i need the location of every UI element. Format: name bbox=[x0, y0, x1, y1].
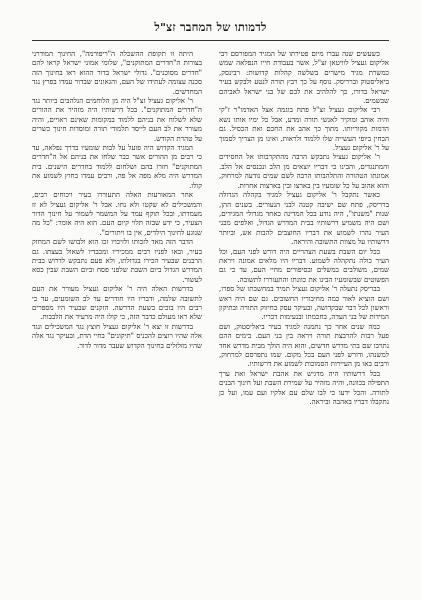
paragraph: אחר המאורעות האלה התעוררו בעיר ויכוחים רבים, והמשכילים לא שקטו ולא נחו. אבל ר' אליקום געציל לא זז מעמדתו, ובכל תוקף עמד על המשמר לשמור על חינוך הדור הצעיר, כי ידע שבזה תלוי קיום העם. הוא היה אומר: "כל מה שנוגע לחינוך הילדים, אין בו ויתורים". bbox=[32, 190, 202, 237]
left-column bbox=[32, 49, 202, 597]
paragraph: כמה שנים אחר כך נתמנה למגיד בעיר ביאליסטוק, ושם פעל רבות להרבצת תורה ויראה בין בני העם. בימים ההם נתרבו שם בתי מדרש חדשים, והוא היה הולך מבית מדרש אחד למשנהו, ודורש לפני העם בכל מקום. שמו נתפרסם למרחוק, ורבים באו מן העיירות הסמוכות לשמוע את דרשותיו. bbox=[219, 321, 389, 369]
paragraph: רבי אליקום געציל זצ"ל פתח בוגמה אצל האדמו"ר ז"קי והיה אוהב ומוקיר לאנשי תורה ומדע, אבל כל ימיו אותו נשא הדמות מקוריותו. מתוך כך אהב את החכם ואת הכסיל. גם הבחין ביופי העשייה שלו ללמוד ולראות, ואינו מן הצריך לסמוך על ר' אליקום געציל. bbox=[219, 105, 389, 153]
paragraph: בדרשות זו יצא ר' אליקום געציל חוצץ נגד המשכילים ונגד אלה שהיו רוצים להכניס "תיקונים" בחיי הדת, ובעיקר נגד אלה שהיו מזלזלים בחינוך הקדוש שעבר מדור לדור. bbox=[32, 321, 202, 350]
right-column bbox=[219, 49, 389, 597]
paragraph: המגיד הקדוש היה פועל על לבות שומעיו בדרך נפלאה, עד כי רבים מן ההורים אשר כבר שלחו את בניהם אל ה"חדרים המתוקנים" חזרו בהם ושלחום ללמוד בחדרים הישנים. בית המדרש היה מלא מפה אל פה, ורבים עמדו בחוץ לשמוע את קולו. bbox=[32, 143, 202, 190]
paragraph: בדרשות האלה היה ר' אליקום געציל מעורר את העם לתשובה שלמה, ודבריו היו חודרים עד לב השומעים, עד כי רבים היו בוכים בשעת הדרשה. הזקנים שבעיר היו מספרים שלא ראו מעולם כדבר הזה, כי קולו היה מרעיד את הלבבות. bbox=[32, 284, 202, 322]
paragraph: כאשר נתקבל ר' אליקום געציל למגיד בקהלה הגדולה ברריסק, פתח שם ישיבה קטנה לבני הנעורים. בשנים ההן, שנות "משנתו", היה נודע בכל המדינה כאחד מגדולי המגידים, ושם היה משמיע דרשותיו בבית המדרש הגדול, ואלפים מבני העיר נהרו לשמוע את דבריו החוצבים להבות אש, וביותר דרשותיו על מצוות התשובה והיראה. bbox=[219, 190, 389, 247]
paragraph: ר' אליקום געציל נתבקש הרבה מהתקרבותו אל החסידים והמתנגדים, והבינו כי דבריו יוצאים מן הלב ונכנסים אל הלב. אמונתו הטהורה והתלהבותו הרבה לשם שמים נודעה למרחוק, והוא אהוב על כל שומעיו בין בארצו ובין בארצות אחרות. bbox=[219, 152, 389, 190]
paragraph: בבריסק נתעלה ר' אליקום געציל תמיד במחשבתו של ספרו, ושם הוציא לאור כמה מחיבוריו החשובים. גם שם היה ראש וראשון לכל דבר שבקדושה, ובעיקר עסק בחיזוק התורה ובתיקון המידות של בני העדה, בחכמתו ובנעימות דבריו. bbox=[219, 284, 389, 322]
paragraph: כשעשים שנה עברו מיום פטירתו של המגיד המפורסם רבי אליקום געציל לוויטאן זצ"ל, אשר בעבודת חייו הנפלאה שמש כמשרת מגיד מישרים בשלשה קהלות קדושות: רבינסק, ביאליסטוק וברריסק. נוסף על כך רבץ תורה לנטע ולבקש בעיר ישראל בדורו, כך להלהיב את לבם של בני ישראל לאביהם שבשמים. bbox=[219, 49, 389, 106]
title-divider bbox=[32, 40, 389, 41]
paragraph: בכל יום השבת בשעת הצהריים היה דורש לפני העם, וכל העיר כולה נתקהלה לשמוע. דבריו היו מלאים אמונה ויראת שמים, משולבים במשלים ובסיפורים מחיי העם, עד כי גם הפשוטים שבשומעיו הבינו את כוונתו והתעוררו לתשובה. bbox=[219, 246, 389, 284]
text-columns bbox=[32, 49, 389, 597]
page-title: לדמותו של המחבר זצ"ל bbox=[154, 20, 267, 34]
paragraph: היתה זו תקופת ההשכלה ה"ריפורמה", החינוך המודרני בצורות ה"חדרים המתוקנים", שלומי אמוני ישראל קראו להם "חדרים מסוכנים". גדולי ישראל בדור ההוא ראו בחינוך הזה סכנה עצומה לעתידו של העם, והגאונים שבדור עמדו בפרץ נגד המחדשים. bbox=[32, 49, 202, 96]
paragraph: הדבר הזה מאד לזכותו ולזיכויו זכו הוא ולבושו לשם המחזק בעיר, ובאו לפניו רבים ממכיריו ומכבדיו לשאול בעצתו. גם הרבנים שבעיר הכירו בגדולתו, ולא פעם נתבקש לדרוש בבית המדרש הגדול ביום השבת שלפני פסח וביום השבת שבין כסא לעשור. bbox=[32, 237, 202, 284]
column-gutter bbox=[202, 49, 219, 597]
paragraph: ר' אליקום געציל זצ"ל היה מן הלוחמים הנלהבים ביותר נגד ה"חדרים המתוקנים". בכל דרשותיו היה מזהיר את ההורים שלא לשלוח את בניהם ללמוד במקומות שאינם ראויים, והיה מעורר את לב העם לייסד תלמודי תורה ומוסדות חינוך כשרים על טהרת הקודש. bbox=[32, 96, 202, 143]
paragraph: בכל דרשותיו היה מדגיש את אהבת ישראל ואת ערך התפילה בכוונה, והיה מזהיר על שמירת השבת ועל חינוך הבנים לתורה. והכל ידעו כי לבו שלם עם אלקיו ועם עמו, ועל כן נתקבלו דבריו באהבה וביראה. bbox=[219, 368, 389, 407]
